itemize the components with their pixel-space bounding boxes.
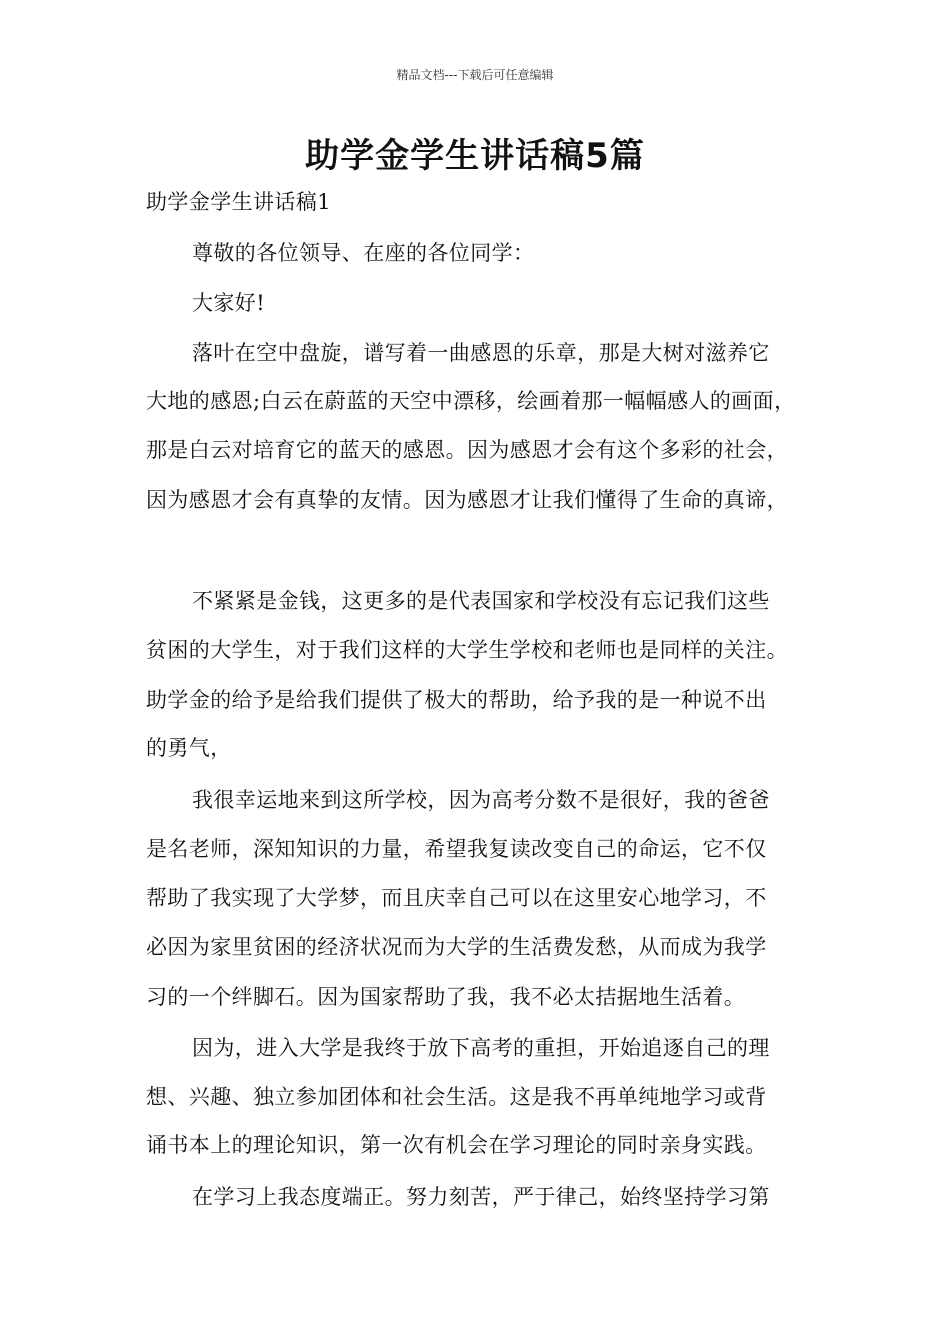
paragraph-line: 是名老师，深知知识的力量，希望我复读改变自己的命运，它不仅	[146, 837, 767, 861]
paragraph-line: 助学金的给予是给我们提供了极大的帮助，给予我的是一种说不出	[146, 688, 767, 712]
document-title: 助学金学生讲话稿5篇	[305, 136, 645, 176]
header-note: 精品文档---下载后可任意编辑	[396, 68, 554, 82]
section-heading: 助学金学生讲话稿1	[146, 190, 331, 214]
paragraph-line: 因为，进入大学是我终于放下高考的重担，开始追逐自己的理	[192, 1036, 770, 1060]
paragraph-line: 那是白云对培育它的蓝天的感恩。因为感恩才会有这个多彩的社会，	[146, 438, 788, 462]
paragraph-line: 想、兴趣、独立参加团体和社会生活。这是我不再单纯地学习或背	[146, 1085, 767, 1109]
paragraph-line: 不紧紧是金钱，这更多的是代表国家和学校没有忘记我们这些	[192, 589, 770, 613]
paragraph-line: 我很幸运地来到这所学校，因为高考分数不是很好，我的爸爸	[192, 788, 770, 812]
paragraph-line: 在学习上我态度端正。努力刻苦，严于律己，始终坚持学习第	[192, 1185, 770, 1209]
paragraph-line: 习的一个绊脚石。因为国家帮助了我，我不必太拮据地生活着。	[146, 985, 746, 1009]
paragraph-line: 落叶在空中盘旋，谱写着一曲感恩的乐章，那是大树对滋养它	[192, 341, 770, 365]
paragraph-line: 必因为家里贫困的经济状况而为大学的生活费发愁，从而成为我学	[146, 935, 767, 959]
paragraph-line: 的勇气，	[146, 736, 232, 760]
greeting: 大家好!	[192, 291, 266, 315]
salutation: 尊敬的各位领导、在座的各位同学：	[192, 241, 535, 265]
paragraph-line: 因为感恩才会有真挚的友情。因为感恩才让我们懂得了生命的真谛，	[146, 488, 788, 512]
paragraph-line: 帮助了我实现了大学梦，而且庆幸自己可以在这里安心地学习，不	[146, 886, 767, 910]
paragraph-line: 诵书本上的理论知识，第一次有机会在学习理论的同时亲身实践。	[146, 1133, 767, 1157]
paragraph-line: 大地的感恩;白云在蔚蓝的天空中漂移，绘画着那一幅幅感人的画面，	[146, 389, 796, 413]
paragraph-line: 贫困的大学生，对于我们这样的大学生学校和老师也是同样的关注。	[146, 638, 788, 662]
